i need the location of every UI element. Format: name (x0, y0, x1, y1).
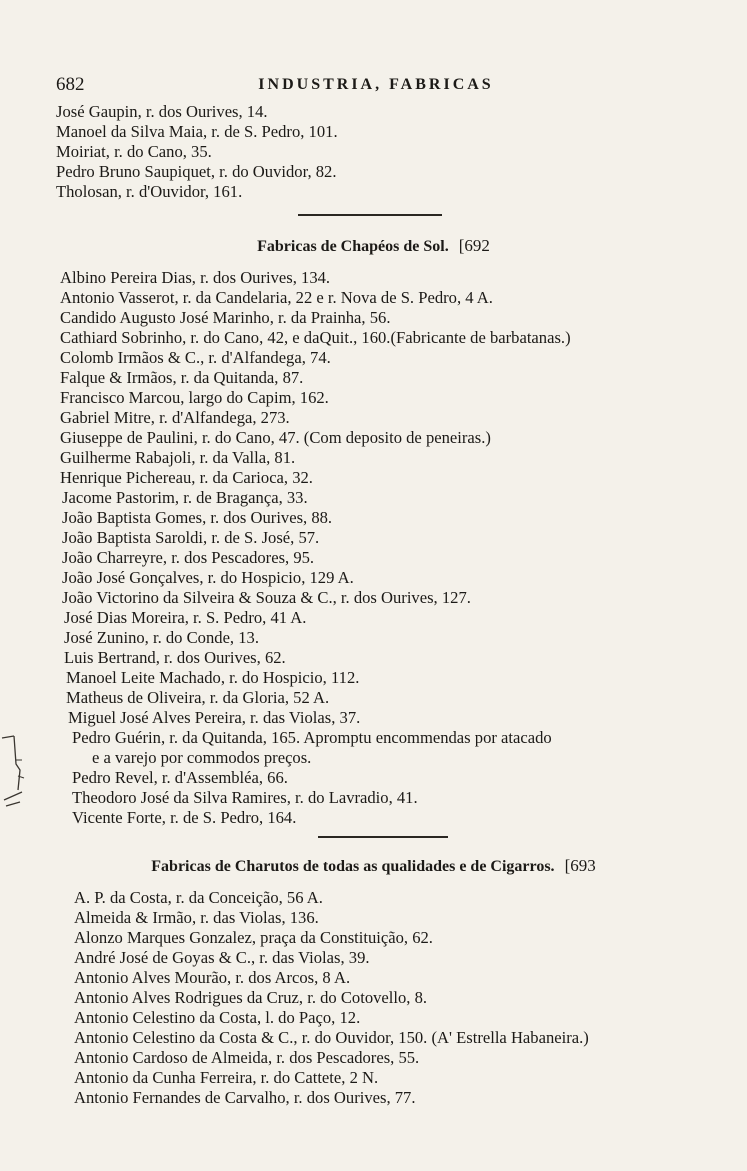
list-item: Albino Pereira Dias, r. dos Ourives, 134. (60, 268, 331, 287)
list-item: Manoel da Silva Maia, r. de S. Pedro, 101. (56, 122, 338, 141)
list-item: Pedro Revel, r. d'Assembléa, 66. (72, 768, 288, 787)
section-divider (318, 836, 448, 838)
section-title: Fabricas de Charutos de todas as qualidades e de Cigarros. (151, 858, 555, 875)
list-item: José Gaupin, r. dos Ourives, 14. (56, 102, 268, 121)
list-item: Moiriat, r. do Cano, 35. (56, 142, 212, 161)
list-item: Henrique Pichereau, r. da Carioca, 32. (60, 468, 313, 487)
list-item: Antonio da Cunha Ferreira, r. do Cattete, 2 N. (74, 1068, 379, 1087)
list-item: Miguel José Alves Pereira, r. das Violas, 37. (68, 708, 361, 727)
section-ref: [693 (564, 856, 596, 875)
list-item: Jacome Pastorim, r. de Bragança, 33. (62, 488, 308, 507)
list-item: Guilherme Rabajoli, r. da Valla, 81. (60, 448, 296, 467)
list-item: Vicente Forte, r. de S. Pedro, 164. (72, 808, 297, 827)
section-divider (298, 214, 442, 216)
page-header (56, 74, 696, 98)
list-item: Alonzo Marques Gonzalez, praça da Constituição, 62. (74, 928, 433, 947)
list-item: Gabriel Mitre, r. d'Alfandega, 273. (60, 408, 290, 427)
section-title: Fabricas de Chapéos de Sol. (257, 238, 449, 255)
list-item: Almeida & Irmão, r. das Violas, 136. (74, 908, 319, 927)
list-item: Antonio Fernandes de Carvalho, r. dos Ourives, 77. (74, 1088, 416, 1107)
section-heading (0, 236, 747, 256)
list-item: Giuseppe de Paulini, r. do Cano, 47. (Com deposito de peneiras.) (60, 428, 491, 447)
list-item: Francisco Marcou, largo do Capim, 162. (60, 388, 329, 407)
list-item: Antonio Alves Rodrigues da Cruz, r. do Cotovello, 8. (74, 988, 428, 1007)
list-item: A. P. da Costa, r. da Conceição, 56 A. (74, 888, 323, 907)
list-item: José Zunino, r. do Conde, 13. (64, 628, 259, 647)
list-item: Antonio Celestino da Costa & C., r. do Ouvidor, 150. (A' Estrella Habaneira.) (74, 1028, 589, 1047)
list-item: João Charreyre, r. dos Pescadores, 95. (62, 548, 315, 567)
list-item: Falque & Irmãos, r. da Quitanda, 87. (60, 368, 304, 387)
list-item: João Victorino da Silveira & Souza & C., r. dos Ourives, 127. (62, 588, 471, 607)
list-item: João Baptista Gomes, r. dos Ourives, 88. (62, 508, 333, 527)
list-item: Colomb Irmãos & C., r. d'Alfandega, 74. (60, 348, 331, 367)
list-item: José Dias Moreira, r. S. Pedro, 41 A. (64, 608, 307, 627)
list-item: Theodoro José da Silva Ramires, r. do Lavradio, 41. (72, 788, 418, 807)
section-heading (0, 856, 747, 876)
running-title: INDUSTRIA, FABRICAS (258, 76, 494, 93)
list-item: Matheus de Oliveira, r. da Gloria, 52 A. (66, 688, 330, 707)
list-item: Tholosan, r. d'Ouvidor, 161. (56, 182, 243, 201)
list-item: Manoel Leite Machado, r. do Hospicio, 112. (66, 668, 360, 687)
section-ref: [692 (458, 236, 490, 255)
list-item: André José de Goyas & C., r. das Violas, 39. (74, 948, 370, 967)
list-item: João José Gonçalves, r. do Hospicio, 129 A. (62, 568, 354, 587)
list-item: Pedro Bruno Saupiquet, r. do Ouvidor, 82. (56, 162, 337, 181)
list-item: Antonio Celestino da Costa, l. do Paço, 12. (74, 1008, 361, 1027)
margin-ink-marks (0, 730, 40, 810)
list-item: Pedro Guérin, r. da Quitanda, 165. Apromptu encommendas por atacado (72, 728, 552, 747)
list-item-continuation: e a varejo por commodos preços. (92, 748, 312, 767)
list-item: Candido Augusto José Marinho, r. da Prainha, 56. (60, 308, 391, 327)
list-item: Antonio Vasserot, r. da Candelaria, 22 e r. Nova de S. Pedro, 4 A. (60, 288, 493, 307)
list-item: Antonio Alves Mourão, r. dos Arcos, 8 A. (74, 968, 351, 987)
list-item: Luis Bertrand, r. dos Ourives, 62. (64, 648, 286, 667)
list-item: Antonio Cardoso de Almeida, r. dos Pescadores, 55. (74, 1048, 420, 1067)
list-item: Cathiard Sobrinho, r. do Cano, 42, e daQuit., 160.(Fabricante de barbatanas.) (60, 328, 571, 347)
page-number: 682 (56, 74, 85, 95)
list-item: João Baptista Saroldi, r. de S. José, 57. (62, 528, 320, 547)
